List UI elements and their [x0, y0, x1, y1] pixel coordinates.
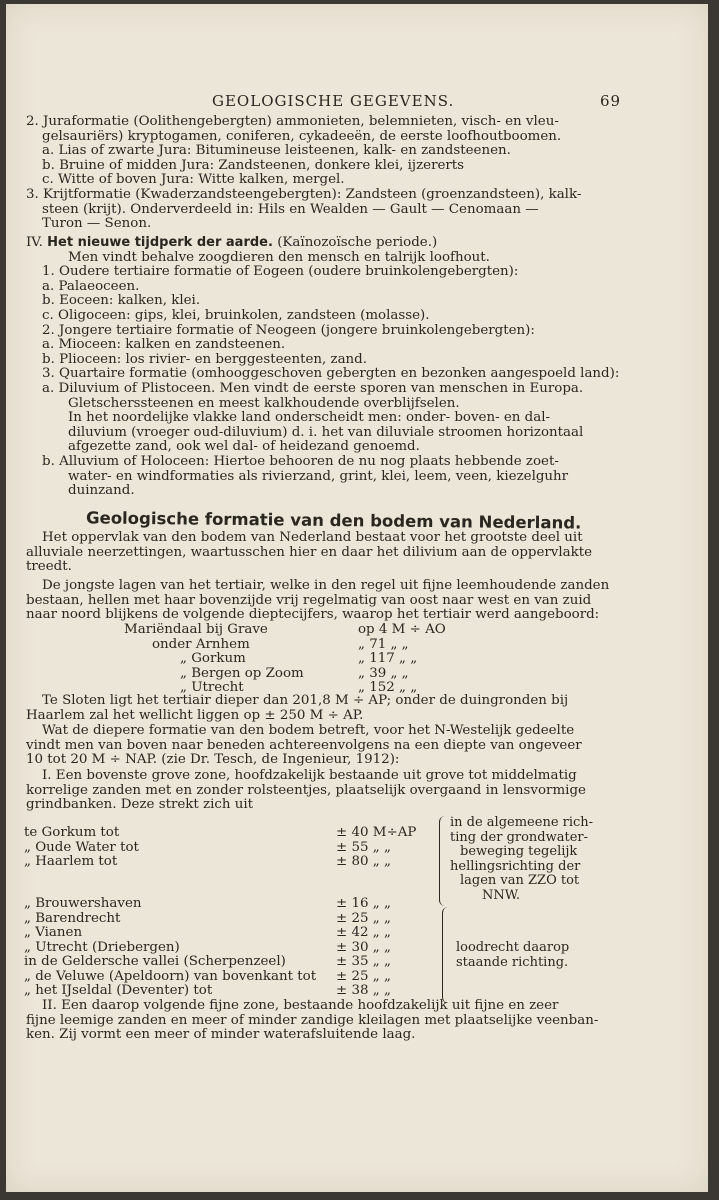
text-line: Men vindt behalve zoogdieren den mensch en talrijk loofhout. — [68, 249, 490, 265]
text-line: I. Een bovenste grove zone, hoofdzakelijk bestaande uit grove tot middelmatig — [42, 768, 577, 783]
table-row — [24, 826, 444, 841]
brace-group-2 — [442, 907, 451, 1003]
text-line: b. Plioceen: los rivier- en berggesteenten, zand. — [42, 351, 368, 367]
zone-table-group-1 — [24, 826, 444, 870]
text-line: c. Oligoceen: gips, klei, bruinkolen, zandsteen (molasse). — [42, 307, 430, 323]
table-cell-depth: ± 55 „ „ — [336, 839, 391, 855]
note-line: staande richting. — [456, 954, 569, 970]
note-line: NNW. — [482, 887, 520, 903]
text-line: In het noordelijke vlakke land onderscheidt men: onder- boven- en dal- — [68, 410, 551, 426]
table-cell-depth: ± 16 „ „ — [336, 896, 391, 911]
era-iv-section — [26, 235, 620, 499]
note-line: lagen van ZZO tot — [460, 873, 580, 888]
section-title: Geologische formatie van den bodem van Nederland. — [85, 508, 582, 533]
text-line: b. Alluvium of Holoceen: Hiertoe behooren de nu nog plaats hebbende zoet- — [42, 453, 559, 469]
text-line: ken. Zij vormt een meer of minder waterafsluitende laag. — [26, 1027, 416, 1043]
text-line: a. Lias of zwarte Jura: Bitumineuse leisteenen, kalk- en zandsteenen. — [42, 143, 511, 159]
table-cell-place: „ Oude Water tot — [24, 839, 139, 855]
text-line: vindt men van boven naar beneden achtereenvolgens na een diepte van ongeveer — [26, 737, 582, 753]
table-cell-depth: ± 25 „ „ — [336, 968, 391, 984]
brace-group-1 — [439, 816, 448, 906]
text-line: a. Mioceen: kalken en zandsteenen. — [42, 337, 286, 353]
text-line: c. Witte of boven Jura: Witte kalken, mergel. — [42, 172, 345, 188]
page-number: 69 — [600, 92, 622, 110]
table-cell-place: „ het IJseldal (Deventer) tot — [24, 983, 213, 998]
table-row — [24, 926, 444, 941]
paragraph-zone-one — [26, 769, 606, 813]
depth-place: onder Arnhem — [152, 636, 250, 652]
table-row — [24, 897, 444, 912]
table-cell-depth: ± 42 „ „ — [336, 925, 391, 940]
paragraph-zone-two — [26, 999, 606, 1043]
table-row — [24, 955, 444, 970]
table-cell-place: in de Geldersche vallei (Scherpenzeel) — [24, 954, 286, 969]
text-line: diluvium (vroeger oud-diluvium) d. i. het van diluviale stroomen horizontaal — [68, 424, 584, 440]
note-group-1 — [450, 816, 593, 903]
text-line: duinzand. — [68, 483, 135, 499]
page-header-title: GEOLOGISCHE GEGEVENS. — [212, 92, 455, 110]
paragraph-deeper — [26, 724, 606, 768]
text-line: b. Eoceen: kalken, klei. — [42, 293, 201, 309]
text-line: 3. Krijtformatie (Kwaderzandsteengebergten): Zandsteen (groenzandsteen), kalk- — [26, 186, 582, 202]
text-line: 2. Jongere tertiaire formatie of Neogeen (jongere bruinkolengebergten): — [42, 322, 535, 338]
table-row — [24, 941, 444, 956]
table-cell-place: te Gorkum tot — [24, 825, 120, 840]
text-line: Gletscherssteenen en meest kalkhoudende overblijfselen. — [68, 395, 460, 411]
table-cell-depth: ± 80 „ „ — [336, 854, 391, 869]
text-line: a. Palaeoceen. — [42, 278, 140, 294]
text-line: 2. Juraformatie (Oolithengebergten) ammonieten, belemnieten, visch- en vleu- — [26, 114, 559, 129]
table-cell-place: „ de Veluwe (Apeldoorn) van bovenkant tot — [24, 968, 317, 984]
text-line: fijne leemige zanden en meer of minder zandige kleilagen met plaatselijke veenban- — [26, 1012, 599, 1028]
depth-value: „ 39 „ „ — [358, 665, 409, 681]
table-cell-place: „ Vianen — [24, 925, 83, 940]
table-row — [24, 912, 444, 927]
text-line: Het oppervlak van den bodem van Nederland bestaat voor het grootste deel uit — [42, 530, 583, 545]
note-line: hellingsrichting der — [450, 858, 581, 874]
depth-value: op 4 M ÷ AO — [358, 622, 446, 637]
paragraph-intro — [26, 531, 606, 575]
table-row — [24, 970, 444, 985]
note-line: ting der grondwater- — [450, 829, 589, 845]
note-line: beweging tegelijk — [460, 844, 578, 859]
zone-table-group-2 — [24, 897, 444, 999]
text-line: afgezette zand, ook wel dal- of heidezand genoemd. — [68, 439, 420, 455]
table-cell-depth: ± 25 „ „ — [336, 910, 391, 926]
text-line: Haarlem zal het wellicht liggen op ± 250 M ÷ AP. — [26, 707, 364, 723]
paragraph-sloten — [26, 694, 606, 723]
text-line: treedt. — [26, 559, 72, 575]
text-line: korrelige zanden met en zonder rolsteentjes, plaatselijk overgaand in lensvormige — [26, 782, 586, 798]
table-row — [24, 855, 444, 870]
depth-value: „ 71 „ „ — [358, 636, 409, 652]
depth-place: „ Gorkum — [180, 651, 246, 667]
text-line: alluviale neerzettingen, waartusschen hier en daar het dilivium aan de oppervlakte — [26, 544, 593, 560]
table-cell-place: „ Utrecht (Driebergen) — [24, 939, 180, 955]
text-line: naar noord blijkens de volgende dieptecijfers, waarop het tertiair werd aangeboord: — [26, 607, 600, 623]
era-heading — [26, 236, 606, 251]
depth-table — [26, 623, 626, 703]
text-line: bestaan, hellen met haar bovenzijde vrij regelmatig van oost naar west en van zuid — [26, 592, 592, 608]
table-cell-depth: ± 38 „ „ — [336, 983, 391, 998]
era-number: IV. — [26, 235, 43, 250]
text-line: 1. Oudere tertiaire formatie of Eogeen (oudere bruinkolengebergten): — [42, 264, 519, 280]
depth-place: Mariëndaal bij Grave — [124, 622, 268, 637]
text-line: De jongste lagen van het tertiair, welke in den regel uit fijne leemhoudende zanden — [42, 578, 610, 593]
text-line: Turon — Senon. — [42, 216, 152, 232]
text-line: gelsauriërs) kryptogamen, coniferen, cykadeeën, de eerste loofhoutboomen. — [42, 128, 562, 144]
paragraph-tertiary — [26, 578, 610, 623]
jura-krijt-list — [26, 115, 606, 232]
depth-value: „ 152 „ „ — [358, 680, 418, 696]
table-row — [24, 841, 444, 856]
text-line: 3. Quartaire formatie (omhooggeschoven gebergten en bezonken aangespoeld land): — [42, 366, 620, 382]
text-line: steen (krijt). Onderverdeeld in: Hils en Wealden — Gault — Cenomaan — — [42, 201, 539, 217]
table-cell-depth: ± 30 „ „ — [336, 939, 391, 955]
note-group-2 — [456, 941, 569, 970]
table-row — [24, 984, 444, 999]
table-cell-place: „ Haarlem tot — [24, 854, 118, 869]
text-line: grindbanken. Deze strekt zich uit — [26, 797, 254, 813]
note-line: in de algemeene rich- — [450, 815, 594, 830]
text-line: water- en windformaties als rivierzand, grint, klei, leem, veen, kiezelguhr — [68, 468, 569, 484]
table-cell-place: „ Barendrecht — [24, 910, 121, 926]
book-page — [6, 4, 708, 1192]
table-cell-depth: ± 35 „ „ — [336, 954, 391, 969]
text-line: II. Een daarop volgende fijne zone, bestaande hoofdzakelijk uit fijne en zeer — [42, 998, 559, 1013]
note-line: loodrecht daarop — [456, 940, 570, 955]
depth-value: „ 117 „ „ — [358, 651, 418, 667]
text-line: b. Bruine of midden Jura: Zandsteenen, donkere klei, ijzererts — [42, 157, 465, 173]
text-line: Wat de diepere formatie van den bodem betreft, voor het N-Westelijk gedeelte — [42, 723, 575, 738]
table-cell-depth: ± 40 M÷AP — [336, 825, 417, 840]
text-line: a. Diluvium of Plistoceen. Men vindt de eerste sporen van menschen in Europa. — [42, 380, 584, 396]
era-title: Het nieuwe tijdperk der aarde. — [47, 235, 273, 250]
era-subtitle: (Kaïnozoïsche periode.) — [272, 235, 438, 250]
depth-place: „ Utrecht — [180, 680, 244, 696]
text-line: Te Sloten ligt het tertiair dieper dan 201,8 M ÷ AP; onder de duingronden bij — [42, 693, 569, 708]
text-line: 10 tot 20 M ÷ NAP. (zie Dr. Tesch, de Ingenieur, 1912): — [26, 752, 400, 768]
depth-place: „ Bergen op Zoom — [180, 665, 304, 681]
table-cell-place: „ Brouwershaven — [24, 896, 142, 911]
